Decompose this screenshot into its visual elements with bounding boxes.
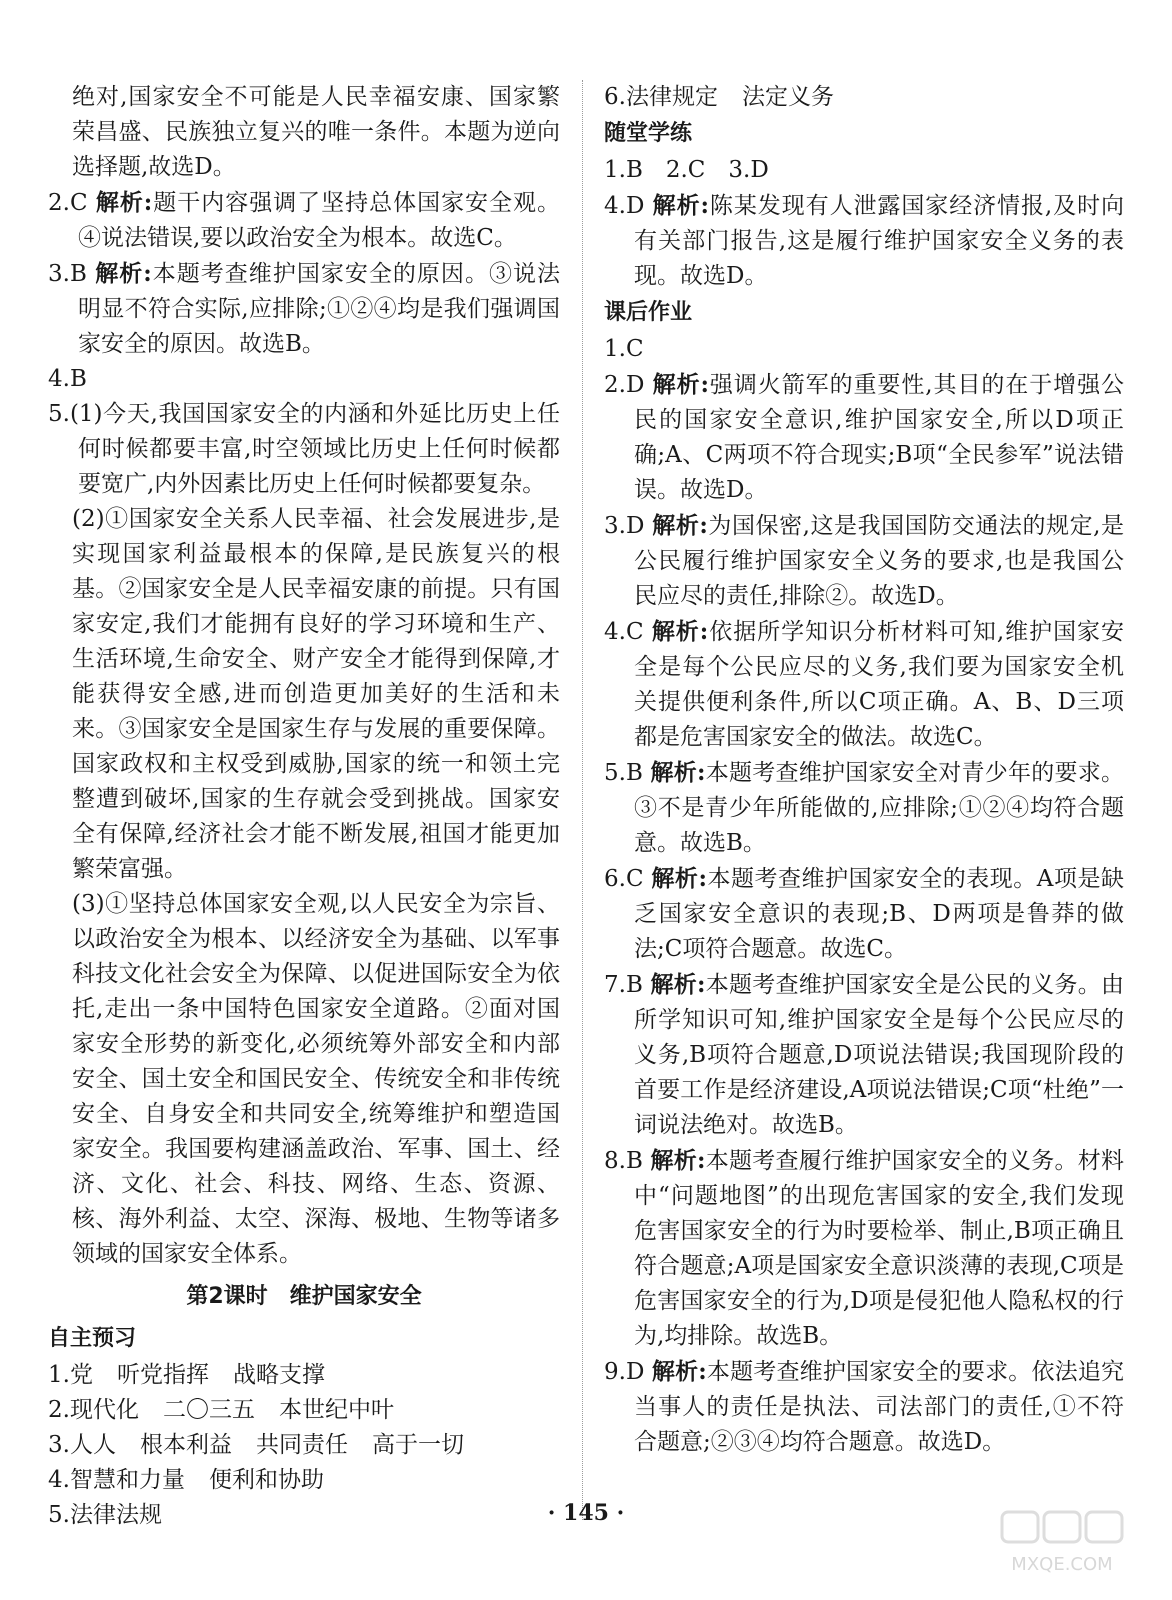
page-number: · 145 ·	[547, 1500, 625, 1526]
answer-text: 本题考查维护国家安全的原因。③说法明显不符合实际,应排除;①②④均是我们强调国家安全的原因。故选B。	[78, 261, 560, 357]
preview-answer: 法定义务	[741, 84, 834, 110]
answer-label: 9.D	[604, 1359, 645, 1385]
preview-answer: 共同责任	[255, 1432, 348, 1458]
answer-5-part1: 5.(1)今天,我国国家安全的内涵和外延比历史上任何时候都要丰富,时空领域比历史上任何时候都要宽广,内外因素比历史上任何时候都要复杂。	[48, 401, 560, 497]
analysis-tag: 解析:	[95, 189, 153, 216]
analysis-tag: 解析:	[650, 971, 706, 998]
analysis-tag: 解析:	[651, 865, 707, 892]
homework-answer	[604, 1143, 1124, 1354]
preview-number: 4.	[48, 1467, 70, 1493]
section-heading-homework: 课后作业	[604, 300, 693, 325]
answer-label: 3.D	[604, 513, 645, 539]
preview-answer: 根本利益	[139, 1432, 232, 1458]
right-column	[604, 80, 1124, 1460]
left-column	[48, 80, 560, 1533]
preview-number: 3.	[48, 1432, 70, 1458]
answer-4	[48, 362, 560, 397]
answer-label: 1.C	[604, 336, 644, 362]
answer-text: 本题考查维护国家安全的要求。依法追究当事人的责任是执法、司法部门的责任,①不符合题意;②③④均符合题意。故选D。	[634, 1359, 1125, 1455]
analysis-tag: 解析:	[650, 1147, 706, 1174]
homework-answer	[604, 1354, 1124, 1460]
q1-continuation: 绝对,国家安全不可能是人民幸福安康、国家繁荣昌盛、民族独立复兴的唯一条件。本题为逆向选择题,故选D。	[72, 84, 560, 180]
preview-item-6	[604, 80, 1124, 115]
homework-list	[604, 332, 1124, 1460]
homework-answer	[604, 367, 1124, 508]
preview-item	[48, 1358, 560, 1393]
section-heading-practice: 随堂学练	[604, 121, 693, 146]
answer-2	[48, 185, 560, 256]
preview-answer: 高于一切	[371, 1432, 464, 1458]
answer-label: 3.B	[48, 261, 87, 287]
preview-item	[48, 1393, 560, 1428]
practice-answer-4	[604, 188, 1124, 294]
preview-answer: 听党指挥	[116, 1362, 209, 1388]
answer-5-part3: (3)①坚持总体国家安全观,以人民安全为宗旨、以政治安全为根本、以经济安全为基础、以军事科技文化社会安全为保障、以促进国际安全为依托,走出一条中国特色国家安全道路。②面对国家安全形势的新变化,必须统筹外部安全和内部安全、国土安全和国民安全、传统安全和非传统安全、自身安全和共同安全,统筹维护和塑造国家安全。我国要构建涵盖政治、军事、国土、经济、文化、社会、科技、网络、生态、资源、核、海外利益、太空、深海、极地、生物等诸多领域的国家安全体系。	[72, 891, 560, 1267]
preview-number: 5.	[48, 1502, 70, 1528]
homework-answer	[604, 861, 1124, 967]
answer-text: 强调火箭军的重要性,其目的在于增强公民的国家安全意识,维护国家安全,所以D项正确;A、C两项不符合现实;B项“全民参军”说法错误。故选D。	[634, 372, 1125, 503]
homework-answer	[604, 508, 1124, 614]
answer-5-part2: (2)①国家安全关系人民幸福、社会发展进步,是实现国家利益最根本的保障,是民族复兴的根基。②国家安全是人民幸福安康的前提。只有国家安定,我们才能拥有良好的学习环境和生产、生活环境,生命安全、财产安全才能得到保障,才能获得安全感,进而创造更加美好的生活和未来。③国家安全是国家生存与发展的重要保障。国家政权和主权受到威胁,国家的统一和领土完整遭到破坏,国家的生存就会受到挑战。国家安全有保障,经济社会才能不断发展,祖国才能更加繁荣富强。	[72, 506, 560, 882]
homework-answer	[604, 614, 1124, 755]
answer-text: 依据所学知识分析材料可知,维护国家安全是每个公民应尽的义务,我们要为国家安全机关提供便利条件,所以C项正确。A、B、D三项都是危害国家安全的做法。故选C。	[634, 619, 1125, 750]
answer-text: 本题考查维护国家安全对青少年的要求。③不是青少年所能做的,应排除;①②④均符合题意。故选B。	[634, 760, 1125, 856]
answer-text: 陈某发现有人泄露国家经济情报,及时向有关部门报告,这是履行维护国家安全义务的表现。故选D。	[634, 193, 1125, 289]
column-divider	[582, 80, 583, 1520]
analysis-tag: 解析:	[650, 759, 706, 786]
practice-answers-1-3: 1.B 2.C 3.D	[604, 157, 769, 183]
homework-answer	[604, 967, 1124, 1143]
section-heading-preview: 自主预习	[48, 1326, 137, 1351]
answer-3	[48, 256, 560, 362]
answer-label: 4.C	[604, 619, 644, 645]
preview-item	[48, 1428, 560, 1463]
answer-label: 5.B	[604, 760, 643, 786]
preview-answer: 法律法规	[69, 1502, 162, 1528]
answer-label: 2.C	[48, 190, 88, 216]
analysis-tag: 解析:	[652, 512, 708, 539]
analysis-tag: 解析:	[652, 371, 709, 398]
preview-item	[48, 1463, 560, 1498]
svg-text:MXQE.COM: MXQE.COM	[1011, 1554, 1113, 1575]
preview-answer: 便利和协助	[208, 1467, 324, 1493]
answer-label: 4.D	[604, 193, 645, 219]
answer-label: 6.C	[604, 866, 644, 892]
preview-number: 1.	[48, 1362, 70, 1388]
analysis-tag: 解析:	[95, 260, 152, 287]
preview-answer: 法律规定	[625, 84, 718, 110]
answer-text: 本题考查履行维护国家安全的义务。材料中“问题地图”的出现危害国家的安全,我们发现危害国家安全的行为时要检举、制止,B项正确且符合题意;A项是国家安全意识淡薄的表现,C项是危害国家安全的行为,D项是侵犯他人隐私权的行为,均排除。故选B。	[634, 1148, 1125, 1349]
analysis-tag: 解析:	[651, 1358, 707, 1385]
analysis-tag: 解析:	[651, 618, 709, 645]
preview-answer: 本世纪中叶	[278, 1397, 394, 1423]
homework-answer	[604, 332, 1124, 367]
answer-label: 4.B	[48, 366, 87, 392]
preview-answer: 战略支撑	[232, 1362, 325, 1388]
preview-number: 2.	[48, 1397, 70, 1423]
preview-number: 6.	[604, 84, 626, 110]
answer-label: 8.B	[604, 1148, 643, 1174]
answer-text: 本题考查维护国家安全是公民的义务。由所学知识可知,维护国家安全是每个公民应尽的义务,B项符合题意,D项说法错误;我国现阶段的首要工作是经济建设,A项说法错误;C项“杜绝”一词说法绝对。故选B。	[634, 972, 1125, 1138]
answer-text: 为国保密,这是我国国防交通法的规定,是公民履行维护国家安全义务的要求,也是我国公民应尽的责任,排除②。故选D。	[634, 513, 1125, 609]
lesson-title: 第2课时 维护国家安全	[186, 1284, 422, 1309]
preview-answer: 智慧和力量	[69, 1467, 185, 1493]
answer-label: 2.D	[604, 372, 645, 398]
preview-answer: 人人	[69, 1432, 116, 1458]
answer-text: 题干内容强调了坚持总体国家安全观。④说法错误,要以政治安全为根本。故选C。	[78, 190, 561, 251]
preview-answer: 现代化	[69, 1397, 139, 1423]
homework-answer	[604, 755, 1124, 861]
answer-label: 7.B	[604, 972, 643, 998]
analysis-tag: 解析:	[652, 192, 709, 219]
answer-text: 本题考查维护国家安全的表现。A项是缺乏国家安全意识的表现;B、D两项是鲁莽的做法;C项符合题意。故选C。	[634, 866, 1124, 962]
watermark-logo	[972, 1510, 1152, 1580]
preview-answer: 党	[69, 1362, 93, 1388]
preview-answer: 二〇三五	[162, 1397, 255, 1423]
